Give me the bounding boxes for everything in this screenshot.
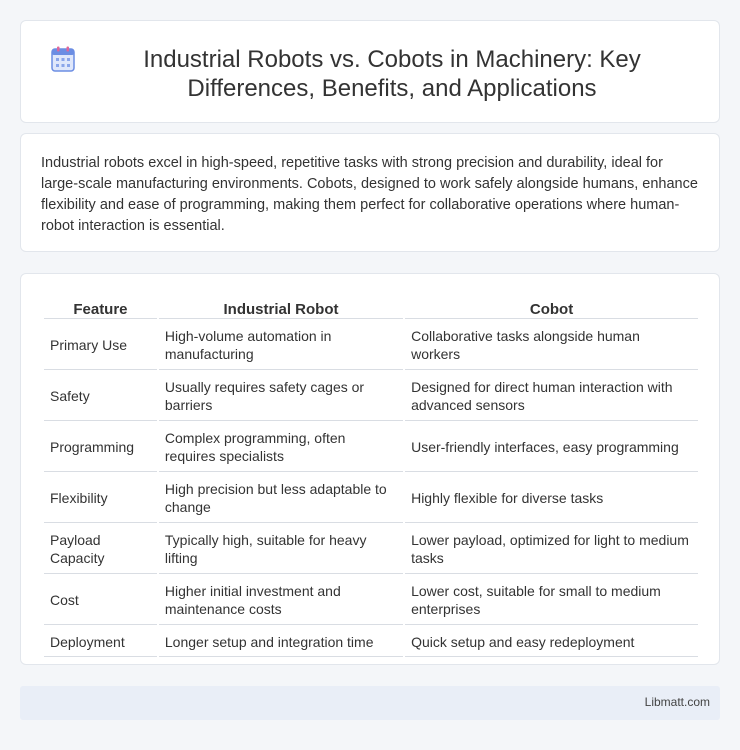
- table-row: [44, 627, 698, 657]
- table-row: [44, 576, 698, 625]
- cobot-cell: Highly flexible for diverse tasks: [405, 474, 698, 523]
- industrial-robot-cell: Longer setup and integration time: [159, 627, 403, 657]
- table-row: [44, 321, 698, 370]
- comparison-table: [42, 294, 700, 659]
- table-row: [44, 372, 698, 421]
- feature-cell: Primary Use: [44, 321, 157, 370]
- table-header-row: [44, 296, 698, 319]
- industrial-robot-cell: Higher initial investment and maintenance costs: [159, 576, 403, 625]
- cobot-cell: User-friendly interfaces, easy programming: [405, 423, 698, 472]
- feature-cell: Deployment: [44, 627, 157, 657]
- calendar-icon: [51, 46, 75, 72]
- industrial-robot-cell: High-volume automation in manufacturing: [159, 321, 403, 370]
- comparison-card: [20, 273, 720, 665]
- industrial-robot-cell: Usually requires safety cages or barriers: [159, 372, 403, 421]
- summary-card: [20, 133, 720, 252]
- feature-cell: Programming: [44, 423, 157, 472]
- header-industrial-robot: Industrial Robot: [159, 296, 403, 319]
- footer-brand-link[interactable]: Libmatt.com: [644, 695, 710, 709]
- title-card: [20, 20, 720, 123]
- header-cobot: Cobot: [405, 296, 698, 319]
- header-feature: Feature: [44, 296, 157, 319]
- feature-cell: Flexibility: [44, 474, 157, 523]
- title-row: [21, 21, 719, 103]
- cobot-cell: Quick setup and easy redeployment: [405, 627, 698, 657]
- cobot-cell: Designed for direct human interaction with advanced sensors: [405, 372, 698, 421]
- feature-cell: Safety: [44, 372, 157, 421]
- industrial-robot-cell: Typically high, suitable for heavy lifting: [159, 525, 403, 574]
- feature-cell: Cost: [44, 576, 157, 625]
- cobot-cell: Lower payload, optimized for light to medium tasks: [405, 525, 698, 574]
- cobot-cell: Collaborative tasks alongside human workers: [405, 321, 698, 370]
- table-row: [44, 525, 698, 574]
- summary-paragraph: Industrial robots excel in high-speed, repetitive tasks with strong precision and durability, ideal for large-scale manufacturing environments. Cobots, designed to work safely alongside humans, enhance flexibility and ease of programming, making them perfect for collaborative operations where human-robot interaction is essential.: [41, 155, 698, 234]
- industrial-robot-cell: High precision but less adaptable to change: [159, 474, 403, 523]
- table-row: [44, 474, 698, 523]
- cobot-cell: Lower cost, suitable for small to medium enterprises: [405, 576, 698, 625]
- footer-bar: [20, 686, 720, 720]
- industrial-robot-cell: Complex programming, often requires specialists: [159, 423, 403, 472]
- table-row: [44, 423, 698, 472]
- page-title: Industrial Robots vs. Cobots in Machinery: Key Differences, Benefits, and Applications: [143, 46, 641, 102]
- feature-cell: Payload Capacity: [44, 525, 157, 574]
